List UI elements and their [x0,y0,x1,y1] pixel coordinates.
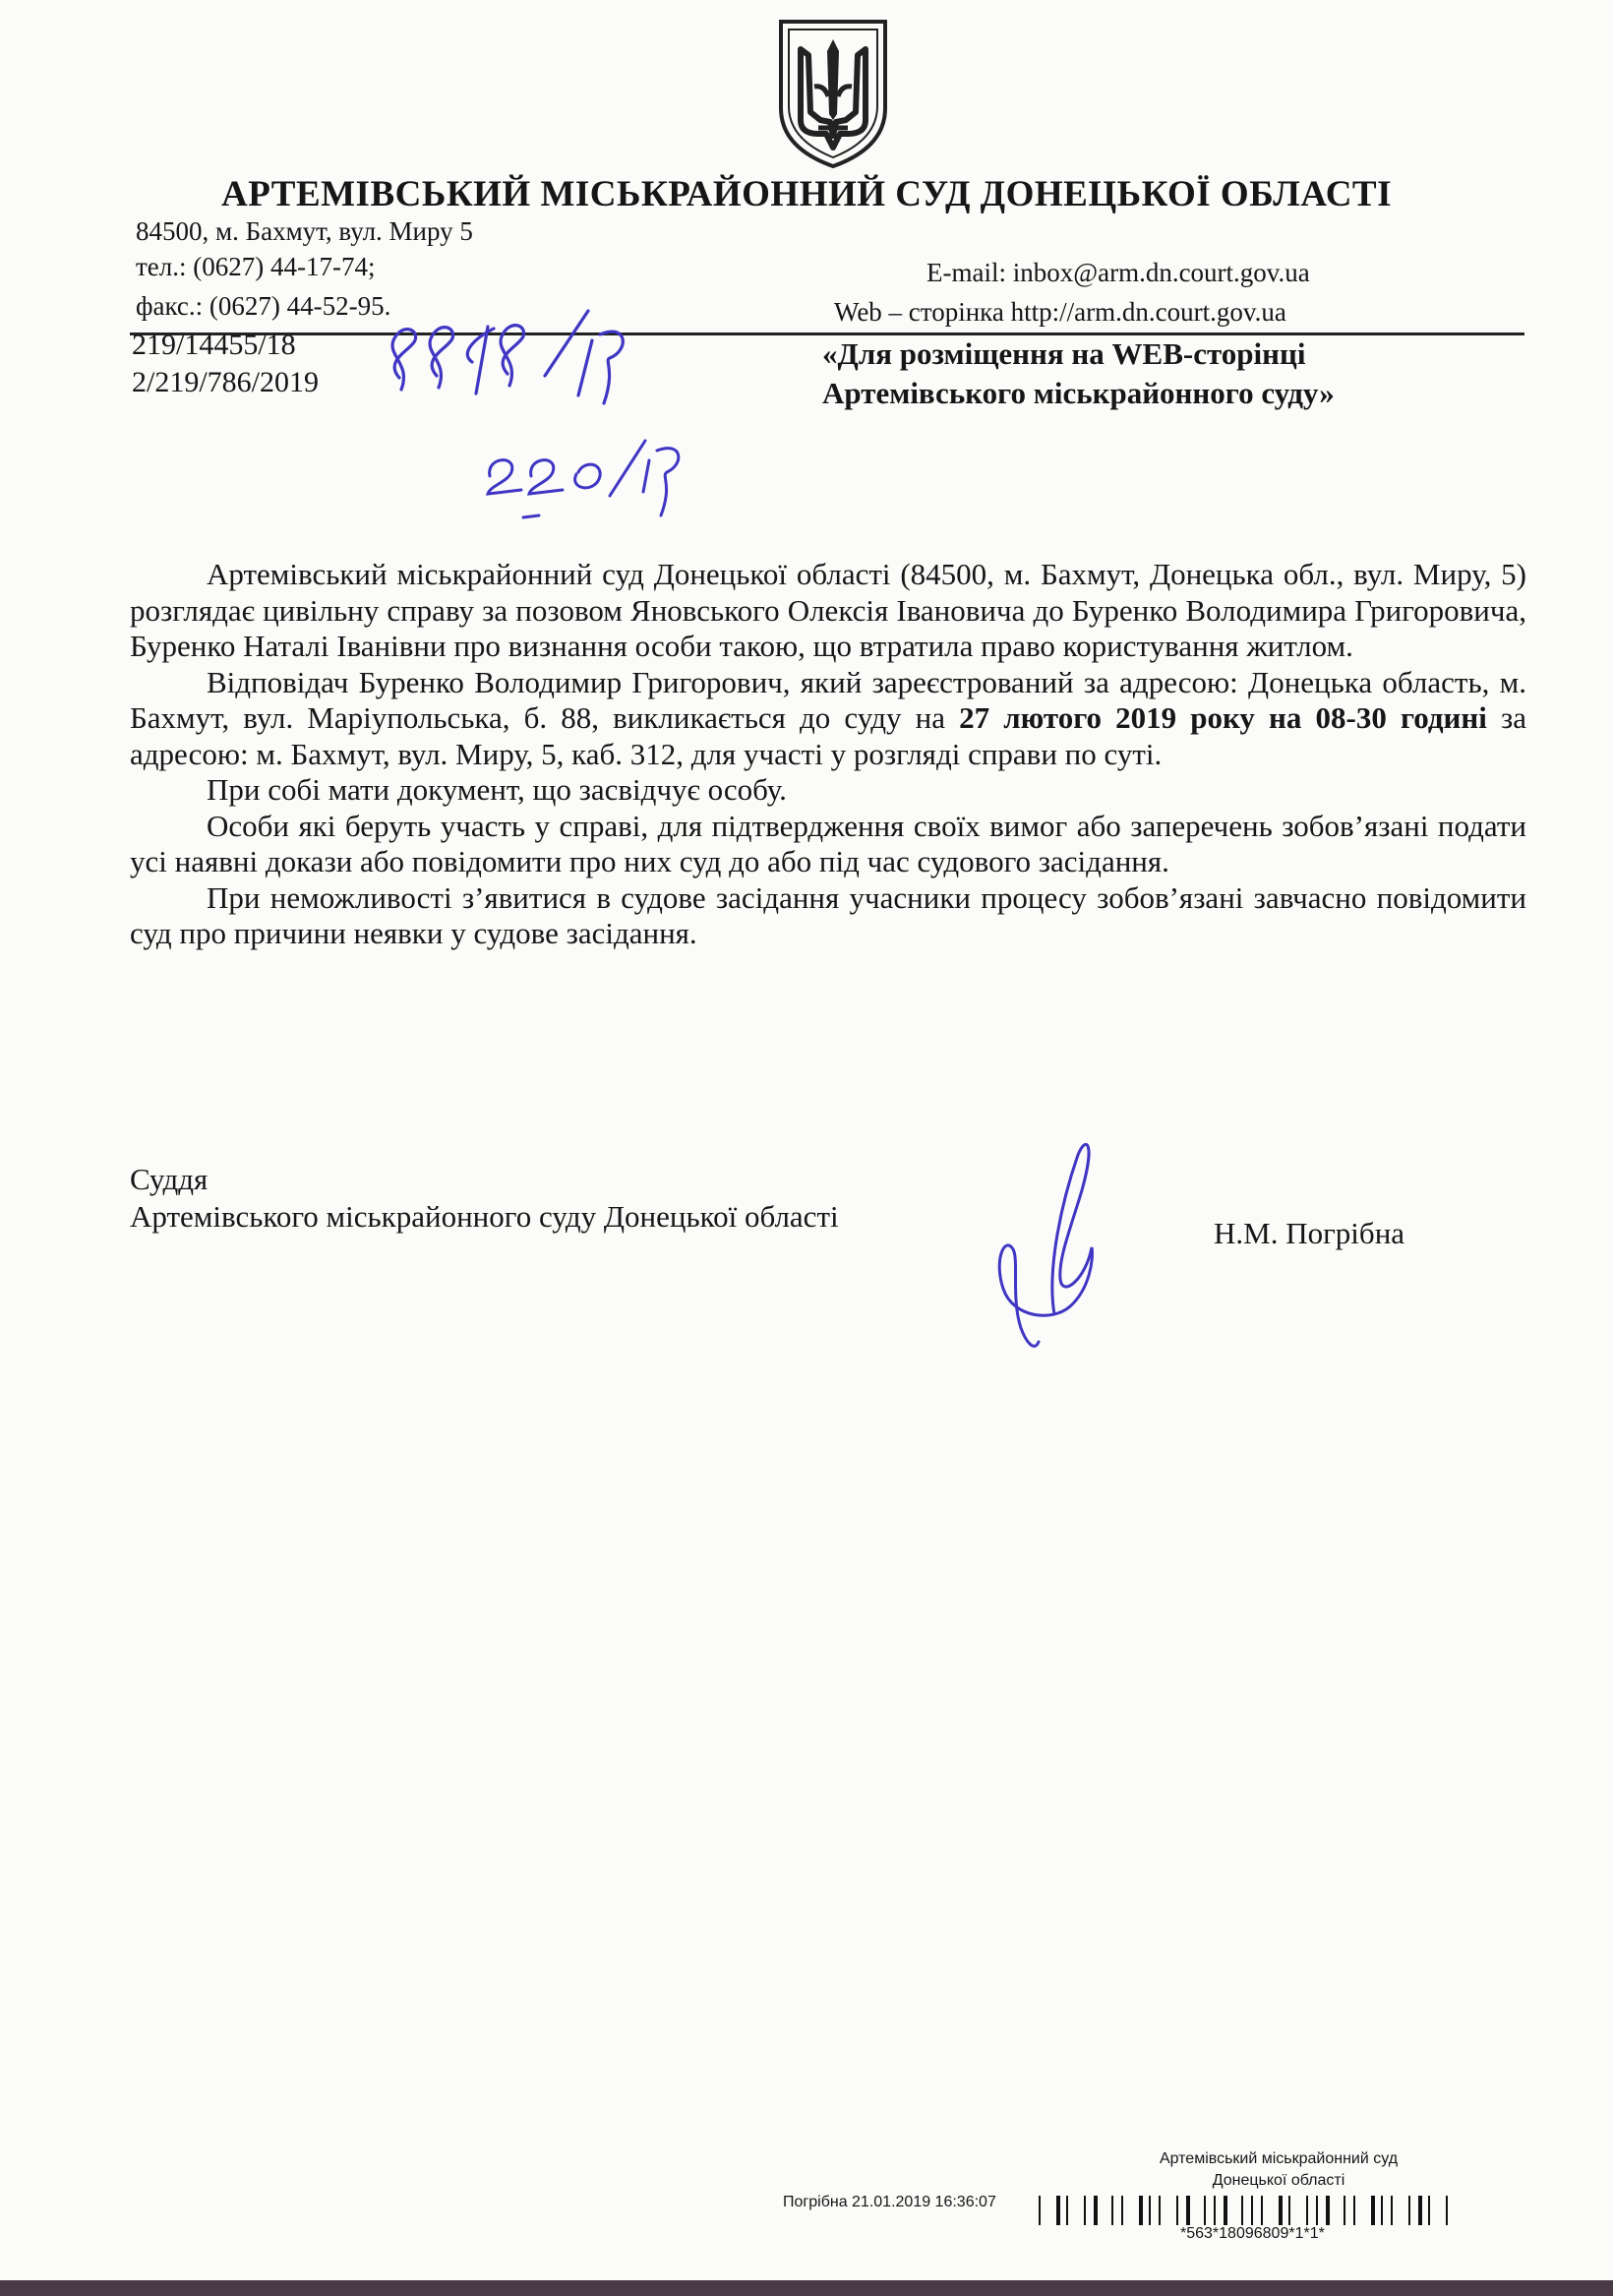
judge-court: Артемівського міськрайонного суду Донецької області [130,1199,839,1234]
notice-body [130,557,1526,952]
proceeding-number: 2/219/786/2019 [132,366,320,398]
judge-signature [984,1131,1131,1358]
scan-edge [0,2280,1613,2296]
stamp-court-line-2: Донецької області [1212,2172,1345,2189]
court-title: АРТЕМІВСЬКИЙ МІСЬКРАЙОННИЙ СУД ДОНЕЦЬКОЇ ОБЛАСТІ [221,174,1392,214]
web-placement-note [822,334,1335,413]
body-paragraph-2 [130,665,1526,773]
court-phone: тел.: (0627) 44-17-74; [136,252,376,281]
hearing-date-time: 27 лютого 2019 року на 08-30 годині [959,700,1487,735]
body-paragraph-1: Артемівський міськрайонний суд Донецької області (84500, м. Бахмут, Донецька обл., вул. Миру, 5) розглядає цивільну справу за позовом Яновського Олексія Івановича до Буренко Володимира Григоровича, Буренко Наталі Іванівни про визнання особи такою, що втратила право користування житлом. [130,557,1526,663]
web-note-line-1: «Для розміщення на WEB-сторінці [822,336,1306,371]
judge-title: Суддя [130,1162,209,1196]
registration-stamp-court [1111,2148,1446,2192]
judge-name: Н.М. Погрібна [1214,1216,1405,1250]
court-fax: факс.: (0627) 44-52-95. [136,291,391,321]
barcode-number: *563*18096809*1*1* [1180,2225,1325,2242]
handwritten-registration-number [382,301,637,409]
registration-stamp-date: Погрібна 21.01.2019 16:36:07 [783,2194,996,2210]
stamp-court-line-1: Артемівський міськрайонний суд [1159,2150,1399,2167]
summons-text-start: Відповідач Буренко Володимир Григорович, який зареєстрований за адресою: Донецька область, м. Бахмут, вул. Маріупольська, б. 88, викликається до суду на [130,664,1526,735]
signature-block [130,1161,839,1236]
coat-of-arms-icon [775,18,891,170]
court-email: E-mail: inbox@arm.dn.court.gov.ua [926,258,1310,287]
summons-text-end: за адресою: м. Бахмут, вул. Миру, 5, каб. 312, для участі у розгляді справи по суті. [130,700,1526,771]
registration-barcode-icon [1039,2196,1521,2227]
case-number: 219/14455/18 [132,329,296,361]
court-address: 84500, м. Бахмут, вул. Миру 5 [136,216,473,246]
body-paragraph-5: При неможливості з’явитися в судове засідання учасники процесу зобов’язані завчасно повідомити суд про причини неявки у судове засідання. [130,879,1526,950]
body-paragraph-4: Особи які беруть участь у справі, для підтвердження своїх вимог або заперечень зобов’язані подати усі наявні докази або повідомити про них суд до або під час судового засідання. [130,808,1526,878]
web-note-line-2: Артемівського міськрайонного суду» [822,376,1335,410]
court-website: Web – сторінка http://arm.dn.court.gov.ua [834,297,1286,327]
handwritten-registration-number-2 [478,421,704,529]
body-paragraph-3: При собі мати документ, що засвідчує особу. [207,772,787,807]
